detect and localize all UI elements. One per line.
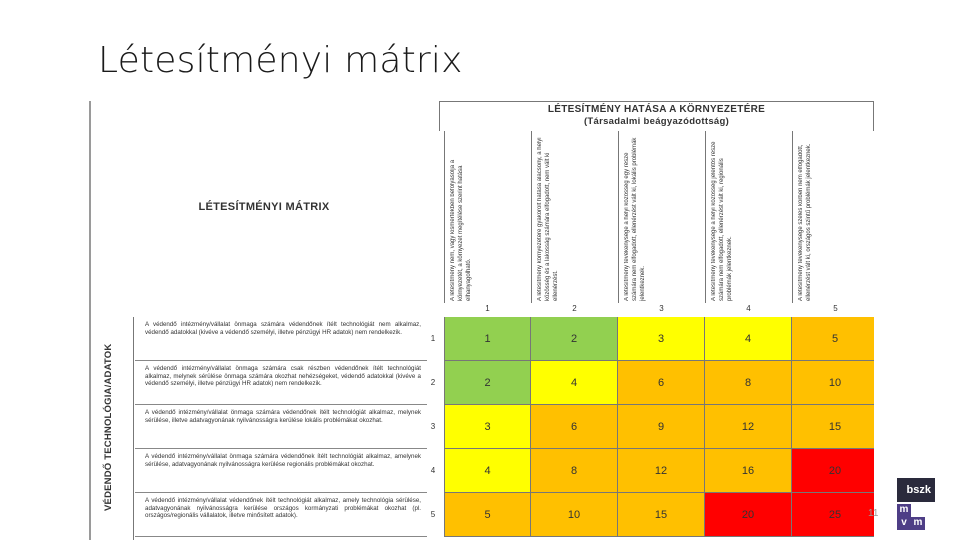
technology-row-number-5: 5 [430, 510, 436, 519]
technology-row-description-4: A védendő intézmény/vállalat önmaga számára védendőnek ítélt technológiát alkalmaz, amelynek sérülése, adatvagyonának nyilvánosságra kerülése regionális problémákat okozhat. [135, 449, 427, 493]
matrix-cell-r5-c2: 10 [531, 493, 618, 537]
impact-column-description-4 [705, 131, 792, 303]
matrix-cell-r4-c5: 20 [792, 449, 874, 493]
matrix-cell-r1-c4: 4 [705, 317, 792, 361]
impact-header-subtitle: (Társadalmi beágyazódottság) [583, 116, 730, 127]
logo-letter-m-top: m [897, 504, 911, 517]
impact-column-number-3: 3 [659, 304, 664, 313]
matrix-cell-r5-c1: 5 [444, 493, 531, 537]
matrix-cell-r3-c3: 9 [618, 405, 705, 449]
technology-row-description-1: A védendő intézmény/vállalat önmaga számára védendőnek ítélt technológiát nem alkalmaz, védendő adatokkal (kivéve a védendő személyi, illetve pénzügyi HR adatok) nem rendelkezik. [135, 317, 427, 361]
logo-wordmark: bszk [897, 478, 935, 502]
impact-column-text-5: A létesítmény tevékenysége széles körben nem elfogadott, ellenérzést vált ki, országos szintű problémák jelentkeznek. [798, 143, 812, 301]
impact-column-description-5 [792, 131, 874, 303]
impact-column-description-3 [618, 131, 705, 303]
impact-column-description-1 [444, 131, 531, 303]
technology-row-description-3: A védendő intézmény/vállalat önmaga számára védendőnek ítélt technológiát alkalmaz, melynek sérülése, illetve adatvagyonának nyilvánosságra kerülése lokális problémákat okozhat. [135, 405, 427, 449]
impact-column-number-5: 5 [833, 304, 838, 313]
matrix-cell-r5-c3: 15 [618, 493, 705, 537]
impact-column-text-1: A létesítmény nem, vagy kismértékben befolyásolja a környezetét, a környezet megítélése szerint hatása elhanyagolható. [450, 159, 472, 301]
matrix-cell-r2-c4: 8 [705, 361, 792, 405]
matrix-cell-r4-c3: 12 [618, 449, 705, 493]
risk-matrix [89, 101, 874, 540]
matrix-cell-r4-c1: 4 [444, 449, 531, 493]
matrix-cell-r2-c1: 2 [444, 361, 531, 405]
technology-row-description-5: A védendő intézmény/vállalat védendőnek ítélt technológiát alkalmaz, amely technológia sérülése, adatvagyonának nyilvánosságra kerülése országos kormányzati problémákat okozhat (pl. országos/regionális vállalatok, illetve minősített adatok). [135, 493, 427, 537]
logo-letter-m-bottom: m [911, 517, 925, 530]
matrix-cell-r2-c5: 10 [792, 361, 874, 405]
matrix-cell-r4-c2: 8 [531, 449, 618, 493]
matrix-cell-r5-c5: 25 [792, 493, 874, 537]
technology-row-description-2: A védendő intézmény/vállalat önmaga számára csak részben védendőnek ítélt technológiát alkalmaz, melynek sérülése önmaga számára okozhat nehézségeket, védendő adatokkal (kivéve a védendő személyi, illetve pénzügyi HR adatok) nem rendelkezik. [135, 361, 427, 405]
technology-row-number-3: 3 [430, 422, 436, 431]
matrix-cell-r3-c2: 6 [531, 405, 618, 449]
matrix-title: LÉTESÍTMÉNYI MÁTRIX [198, 201, 330, 213]
impact-column-number-2: 2 [572, 304, 577, 313]
impact-column-text-2: A létesítmény környezetére gyakorolt hatása alacsony, a helyi közösség és a lakosság számára elfogadott, nem vált ki ellenérzést. [537, 137, 559, 301]
impact-column-description-2 [531, 131, 618, 303]
impact-header-title: LÉTESÍTMÉNY HATÁSA A KÖRNYEZETÉRE [547, 104, 766, 115]
matrix-cell-r1-c3: 3 [618, 317, 705, 361]
impact-column-text-3: A létesítmény tevékenysége a helyi közösség egy része számára nem elfogadott, ellenérzést vált ki, lokális problémák jelentkeznek. [624, 137, 646, 301]
matrix-cell-r2-c3: 6 [618, 361, 705, 405]
matrix-cell-r3-c5: 15 [792, 405, 874, 449]
matrix-cell-r3-c4: 12 [705, 405, 792, 449]
matrix-cell-r5-c4: 20 [705, 493, 792, 537]
technology-axis-label: VÉDENDŐ TECHNOLÓGIA/ADATOK [103, 343, 114, 511]
matrix-cell-r3-c1: 3 [444, 405, 531, 449]
matrix-cell-r4-c4: 16 [705, 449, 792, 493]
matrix-cell-r2-c2: 4 [531, 361, 618, 405]
technology-axis [89, 317, 134, 540]
technology-row-number-4: 4 [430, 466, 436, 475]
impact-column-number-1: 1 [485, 304, 490, 313]
page-number: 11 [868, 508, 879, 519]
impact-header [439, 101, 874, 131]
matrix-cell-r1-c1: 1 [444, 317, 531, 361]
technology-row-number-2: 2 [430, 378, 436, 387]
logo-letter-v: v [897, 517, 911, 530]
matrix-cell-r1-c2: 2 [531, 317, 618, 361]
matrix-cell-r1-c5: 5 [792, 317, 874, 361]
impact-column-number-4: 4 [746, 304, 751, 313]
slide-title: Létesítményi mátrix [98, 40, 463, 81]
technology-row-number-1: 1 [430, 334, 436, 343]
impact-column-text-4: A létesítmény tevékenysége a helyi közösség jelentős része számára nem elfogadott, ellenérzést vált ki, regionális problémák jelentkeznek. [711, 141, 733, 301]
bszk-logo [897, 478, 935, 530]
